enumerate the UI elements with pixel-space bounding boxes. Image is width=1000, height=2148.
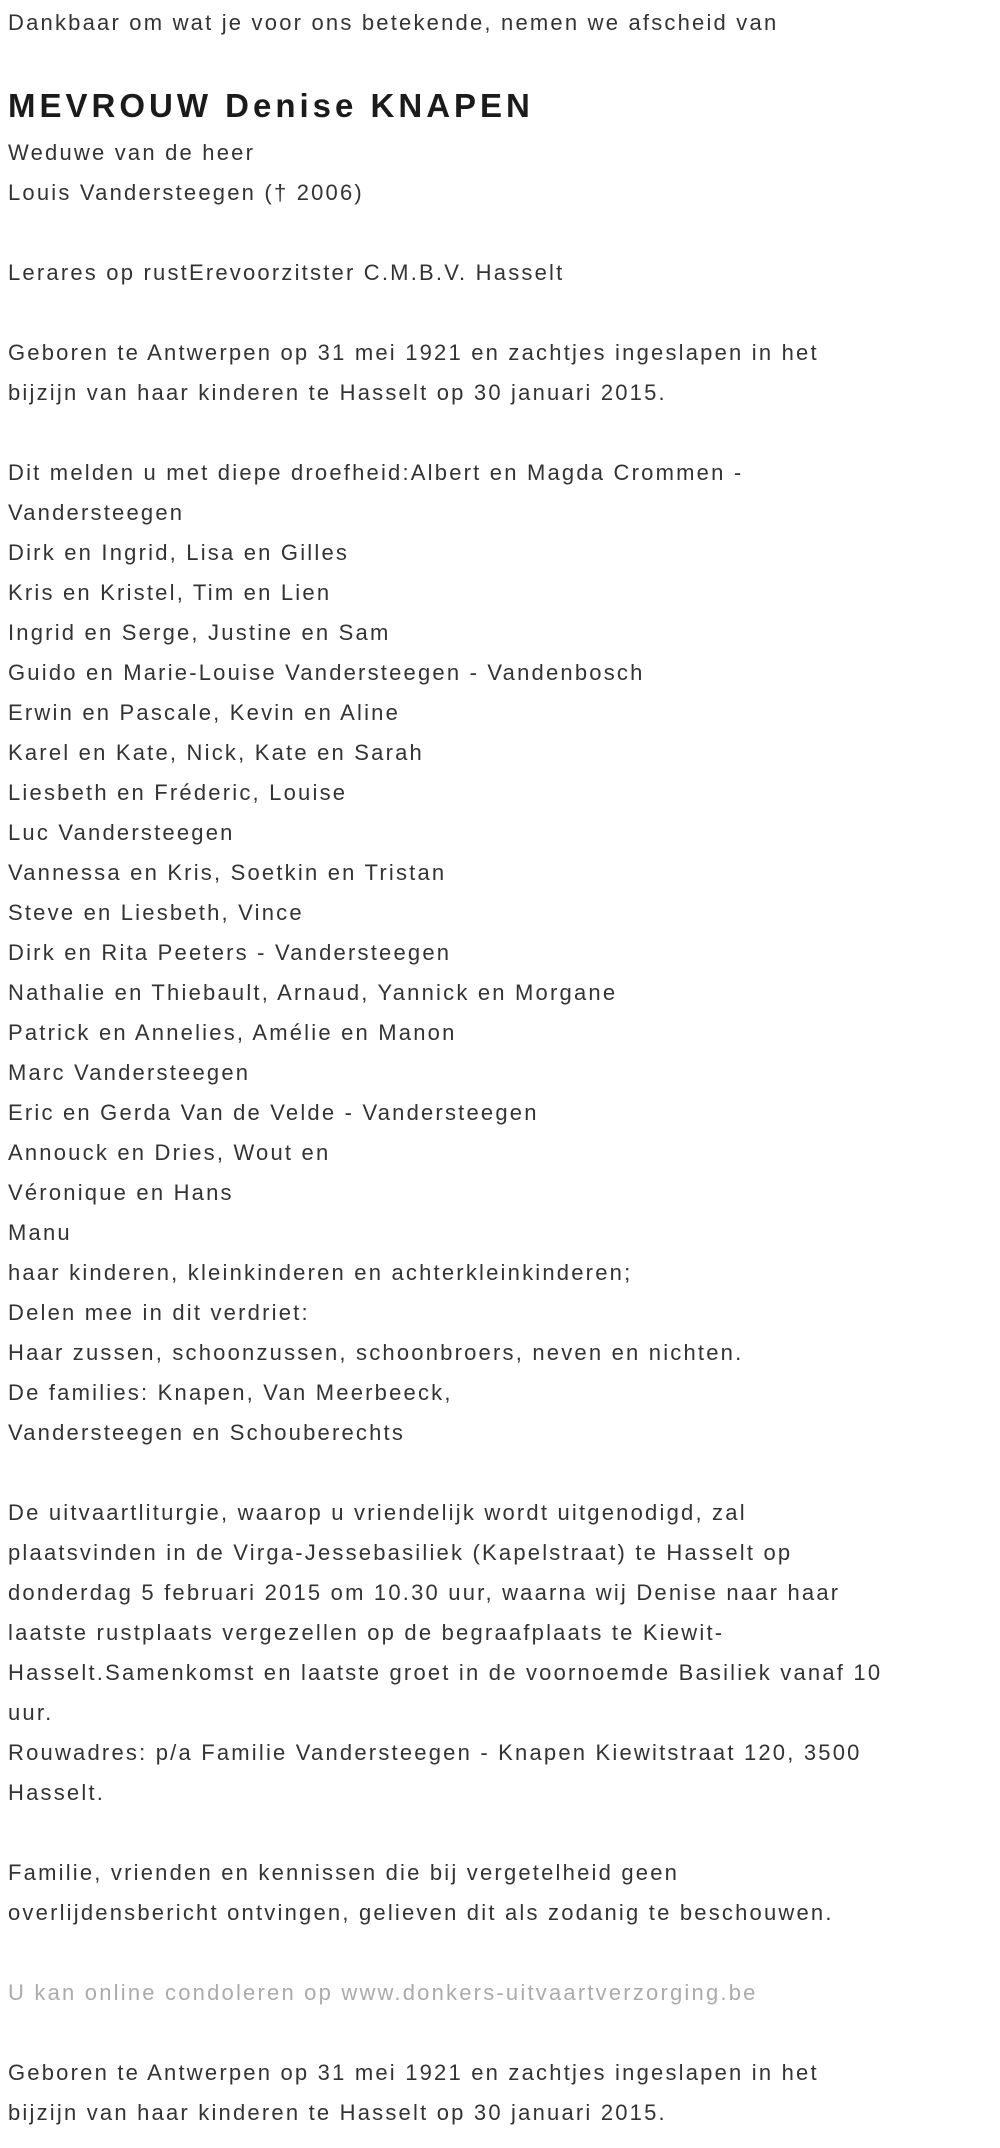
notice: Familie, vrienden en kennissen die bij vergetelheid geen overlijdensbericht ontvingen, gelieven dit als zodanig te beschouwen.: [8, 1860, 834, 1925]
titles-line: Lerares op rustErevoorzitster C.M.B.V. Hasselt: [8, 260, 565, 285]
birth-death-repeat: Geboren te Antwerpen op 31 mei 1921 en zachtjes ingeslapen in het bijzijn van haar kinderen te Hasselt op 30 januari 2015.: [8, 2060, 819, 2125]
birth-death: Geboren te Antwerpen op 31 mei 1921 en zachtjes ingeslapen in het bijzijn van haar kinderen te Hasselt op 30 januari 2015.: [8, 340, 819, 405]
widow-of: Weduwe van de heer Louis Vandersteegen († 2006): [8, 140, 364, 205]
online-condolence-line: U kan online condoleren op www.donkers-uitvaartverzorging.be: [8, 1980, 758, 2005]
intro-line: Dankbaar om wat je voor ons betekende, nemen we afscheid van: [8, 10, 779, 35]
mourners-list: Dit melden u met diepe droefheid:Albert en Magda Crommen - Vandersteegen Dirk en Ingrid, Lisa en Gilles Kris en Kristel, Tim en Lien Ingrid en Serge, Justine en Sam Guido en Marie-Louise Vandersteegen - Vandenbosch Erwin en Pascale, Kevin en Aline Karel en Kate, Nick, Kate en Sarah Liesbeth en Fréderic, Louise Luc Vandersteegen Vannessa en Kris, Soetkin en Tristan Steve en Liesbeth, Vince Dirk en Rita Peeters - Vandersteegen Nathalie en Thiebault, Arnaud, Yannick en Morgane Patrick en Annelies, Amélie en Manon Marc Vandersteegen Eric en Gerda Van de Velde - Vandersteegen Annouck en Dries, Wout en Véronique en Hans Manu haar kinderen, kleinkinderen en achterkleinkinderen; Delen mee in dit verdriet: Haar zussen, schoonzussen, schoonbroers, neven en nichten. De families: Knapen, Van Meerbeeck, Vandersteegen en Schouberechts: [8, 460, 744, 1445]
deceased-name: MEVROUW Denise KNAPEN: [8, 87, 534, 124]
funeral-details: De uitvaartliturgie, waarop u vriendelijk wordt uitgenodigd, zal plaatsvinden in de Virga-Jessebasiliek (Kapelstraat) te Hasselt op donderdag 5 februari 2015 om 10.30 uur, waarna wij Denise naar haar laatste rustplaats vergezellen op de begraafplaats te Kiewit- Hasselt.Samenkomst en laatste groet in de voornoemde Basiliek vanaf 10 uur. Rouwadres: p/a Familie Vandersteegen - Knapen Kiewitstraat 120, 3500 Hasselt.: [8, 1500, 883, 1805]
